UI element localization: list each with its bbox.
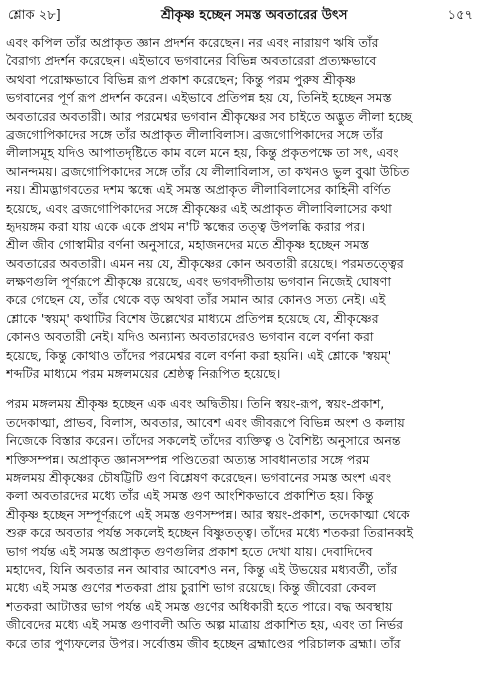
text-line: তদেকাত্মা, প্রাভব, বিলাস, অবতার, আবেশ এবং জীবরূপে বিভিন্ন অংশ ও কলায় — [6, 414, 405, 430]
text-line: মহাদেব, যিনি অবতার নন আবার আবেশও নন, কিন্তু এই উভয়ের মধ্যবর্তী, তাঁর — [6, 561, 398, 577]
text-line: নিজেকে বিস্তার করেন। তাঁদের সকলেই তাঁদের ব্যক্তিত্ব ও বৈশিষ্ট্য অনুসারে অনন্ত — [6, 433, 401, 449]
text-line: ভাগ পর্যন্ত এই সমস্ত অপ্রাকৃত গুণগুলির প্রকাশ হতে দেখা যায়। দেবাদিদেব — [6, 543, 373, 559]
text-line: শব্দটির মাধ্যমে পরম মঙ্গলময়ের শ্রেষ্ঠত্ব নিরূপিত হয়েছে। — [6, 366, 281, 382]
text-line: অবতারের অবতারী। এমন নয় যে, শ্রীকৃষ্ণের কোন অবতারী রয়েছে। পরমতত্ত্বের — [6, 255, 404, 271]
text-line: শ্রীকৃষ্ণ হচ্ছেন সম্পূর্ণরূপে এই সমস্ত গুণসম্পন্ন। আর স্বয়ং-প্রকাশ, তদেকাত্মা থেকে — [6, 506, 410, 522]
text-line: লীলাসমূহ যদিও আপাতদৃষ্টিতে কাম বলে মনে হয়, কিন্তু প্রকৃতপক্ষে তা সৎ, এবং — [6, 145, 399, 161]
text-line: বৈরাগ্য প্রদর্শন করেছেন। এইভাবে ভগবানের বিভিন্ন অবতারেরা প্রত্যক্ষভাবে — [6, 53, 377, 69]
text-line: আনন্দময়। ব্রজগোপিকাদের সঙ্গে তাঁর যে লীলাবিলাস, তা কখনও ভুল বুঝা উচিত — [6, 163, 410, 179]
page-number: ১৫৭ — [447, 7, 473, 23]
text-line: করে গেছেন যে, তাঁর থেকে বড় অথবা তাঁর সমান আর কোনও সত্য নেই। এই — [6, 292, 386, 308]
paragraph-2 — [6, 395, 475, 652]
text-line: কোনও অবতারী নেই। যদিও অন্যান্য অবতারদেরও ভগবান বলে বর্ণনা করা — [6, 329, 374, 345]
text-line: হৃদয়ঙ্গম করা যায় একে একে প্রথম ন'টি স্কন্ধের তত্ত্ব উপলব্ধি করার পর। — [6, 218, 366, 234]
text-line: ব্রজগোপিকাদের সঙ্গে তাঁর অপ্রাকৃত লীলাবিলাস। ব্রজগোপিকাদের সঙ্গে তাঁর — [6, 126, 384, 142]
text-line: পরম মঙ্গলময় শ্রীকৃষ্ণ হচ্ছেন এক এবং অদ্বিতীয়। তিনি স্বয়ং-রূপ, স্বয়ং-প্রকাশ, — [6, 396, 385, 412]
text-line: শ্রীল জীব গোস্বামীর বর্ণনা অনুসারে, মহাজনদের মতে শ্রীকৃষ্ণ হচ্ছেন সমস্ত — [6, 237, 369, 253]
text-line: শ্লোকে 'স্বয়ম্' কথাটির বিশেষ উল্লেখের মাধ্যমে প্রতিপন্ন হয়েছে যে, শ্রীকৃষ্ণের — [6, 310, 379, 326]
page-header — [8, 4, 473, 28]
text-line: অবতারের অবতারী। আর পরমেশ্বর ভগবান শ্রীকৃষ্ণের সব চাইতে অদ্ভুত লীলা হচ্ছে — [6, 108, 413, 124]
verse-reference: শ্লোক ২৮] — [8, 7, 61, 23]
text-line: জীবেদের মধ্যে এই সমস্ত গুণাবলী অতি অল্প মাত্রায় প্রকাশিত হয়, এবং তা নির্ভর — [6, 617, 404, 633]
text-line: হয়েছে, এবং ব্রজগোপিকাদের সঙ্গে শ্রীকৃষ্ণের এই অপ্রাকৃত লীলাবিলাসের কথা — [6, 200, 392, 216]
text-line: এবং কপিল তাঁর অপ্রাকৃত জ্ঞান প্রদর্শন করেছেন। নর এবং নারায়ণ ঋষি তাঁর — [6, 35, 379, 50]
text-line: অথবা পরোক্ষভাবে বিভিন্ন রূপ প্রকাশ করেছেন; কিন্তু পরম পুরুষ শ্রীকৃষ্ণ — [6, 71, 356, 87]
chapter-title: শ্রীকৃষ্ণ হচ্ছেন সমস্ত অবতারের উৎস — [160, 7, 348, 23]
text-line: কলা অবতারদের মধ্যে তাঁর এই সমস্ত গুণ আংশিকভাবে প্রকাশিত হয়। কিন্তু — [6, 488, 374, 504]
text-line: নয়। শ্রীমদ্ভাগবতের দশম স্কন্ধে এই সমস্ত অপ্রাকৃত লীলাবিলাসের কাহিনী বর্ণিত — [6, 182, 391, 198]
page-body — [6, 34, 475, 653]
text-line: শতকরা আটাত্তর ভাগ পর্যন্ত এই সমস্ত গুণের অধিকারী হতে পারে। বদ্ধ অবস্থায় — [6, 598, 393, 614]
text-line: করে তার পুণ্যফলের উপর। সর্বোত্তম জীব হচ্ছেন ব্রহ্মাণ্ডের পরিচালক ব্রহ্মা। তাঁর — [6, 635, 401, 651]
text-line: শুরু করে অবতার পর্যন্ত সকলেই হচ্ছেন বিষ্ণুতত্ত্ব। তাঁদের মধ্যে শতকরা তিরানব্বই — [6, 525, 414, 541]
text-line: মঙ্গলময় শ্রীকৃষ্ণের চৌষট্টিটি গুণ বিশ্লেষণ করেছেন। ভগবানের সমস্ত অংশ এবং — [6, 469, 392, 485]
text-line: মধ্যে এই সমস্ত গুণের শতকরা প্রায় চুরাশি ভাগ রয়েছে। কিন্তু জীবেরা কেবল — [6, 580, 377, 596]
text-line: ভগবানের পূর্ণ রূপ প্রদর্শন করেন। এইভাবে প্রতিপন্ন হয় যে, তিনিই হচ্ছেন সমস্ত — [6, 90, 392, 106]
paragraph-gap — [6, 383, 475, 395]
text-line: লক্ষণগুলি পূর্ণরূপে শ্রীকৃষ্ণে রয়েছে, এবং ভগবদ্গীতায় ভগবান নিজেই ঘোষণা — [6, 274, 392, 290]
text-line: শক্তিসম্পন্ন। অপ্রাকৃত জ্ঞানসম্পন্ন পণ্ডিতেরা অত্যন্ত সাবধানতার সঙ্গে পরম — [6, 451, 370, 467]
paragraph-1 — [6, 34, 475, 383]
text-line: হয়েছে, কিন্তু কোথাও তাঁদের পরমেশ্বর বলে বর্ণনা করা হয়নি। এই শ্লোকে 'স্বয়ম্' — [6, 347, 392, 363]
